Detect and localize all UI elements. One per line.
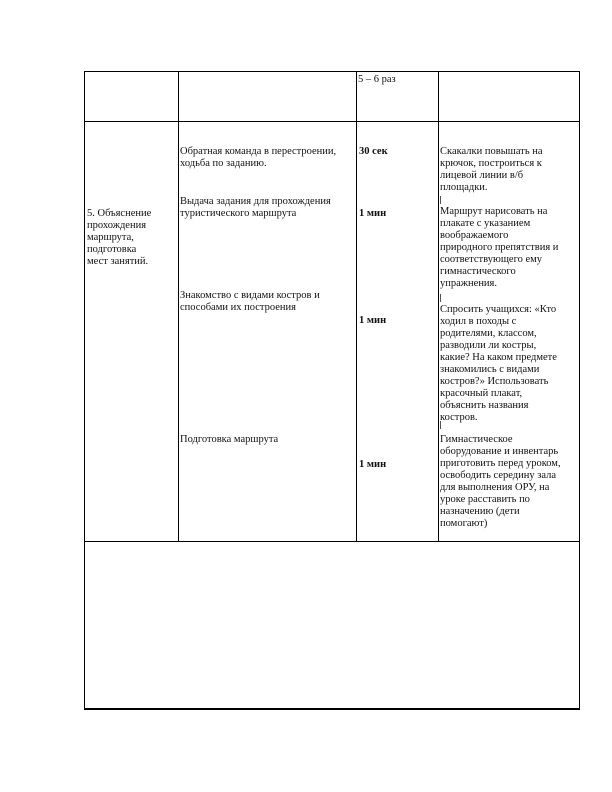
activity-content [180, 146, 336, 170]
table-border-right [579, 71, 580, 710]
section-label-line: 5. Объяснение [87, 208, 152, 219]
content-line: Подготовка маршрута [180, 434, 279, 445]
notes-line: костров?» Использовать [440, 376, 549, 387]
row1-dosage: 5 – 6 раз [358, 74, 396, 85]
section-label [87, 208, 151, 268]
notes-line: приготовить перед уроком, [440, 458, 561, 469]
notes-line: природного препятствия и [440, 242, 559, 253]
paragraph-marker [440, 196, 441, 204]
teacher-notes [440, 304, 557, 424]
notes-line: костров. [440, 412, 478, 423]
content-line: ходьба по заданию. [180, 158, 267, 169]
teacher-notes [440, 146, 543, 194]
teacher-notes [440, 206, 558, 290]
table-row-divider-2 [84, 541, 580, 542]
section-label-line: подготовка [87, 244, 137, 255]
notes-line: родителями, классом, [440, 328, 537, 339]
notes-line: назначению (дети [440, 506, 520, 517]
content-line: Знакомство с видами костров и [180, 290, 320, 301]
table-border-top [84, 71, 580, 72]
table-col-divider-3 [438, 71, 439, 542]
notes-line: площадки. [440, 182, 488, 193]
notes-line: ходил в походы с [440, 316, 517, 327]
content-line: Обратная команда в перестроении, [180, 146, 337, 157]
activity-content [180, 434, 278, 446]
notes-line: Маршрут нарисовать на [440, 206, 548, 217]
notes-line: соответствующего ему [440, 254, 543, 265]
notes-line: Спросить учащихся: «Кто [440, 304, 557, 315]
section-label-line: мест занятий. [87, 256, 149, 267]
notes-line: помогают) [440, 518, 488, 529]
activity-content [180, 290, 320, 314]
notes-line: объяснить названия [440, 400, 529, 411]
notes-line: знакомились с видами [440, 364, 540, 375]
section-label-line: маршрута, [87, 232, 134, 243]
notes-line: плакате с указанием [440, 218, 531, 229]
notes-line: освободить середину зала [440, 470, 557, 481]
dosage-value: 30 сек [359, 146, 388, 157]
table-border-left [84, 71, 85, 710]
content-line: способами их построения [180, 302, 296, 313]
notes-line: красочный плакат, [440, 388, 523, 399]
table-border-bottom [84, 708, 580, 710]
content-line: туристического маршрута [180, 208, 297, 219]
notes-line: упражнения. [440, 278, 498, 289]
dosage-value: 1 мин [359, 459, 387, 470]
table-col-divider-2 [356, 71, 357, 542]
dosage-value: 1 мин [359, 208, 387, 219]
notes-line: какие? На каком предмете [440, 352, 557, 363]
activity-content [180, 196, 331, 220]
notes-line: Скакалки повышать на [440, 146, 543, 157]
notes-line: воображаемого [440, 230, 509, 241]
notes-line: для выполнения ОРУ, на [440, 482, 550, 493]
notes-line: лицевой линии в/б [440, 170, 524, 181]
notes-line: уроке расставить по [440, 494, 530, 505]
notes-line: гимнастического [440, 266, 516, 277]
section-label-line: прохождения [87, 220, 147, 231]
notes-line: разводили ли костры, [440, 340, 537, 351]
notes-line: Гимнастическое [440, 434, 513, 445]
teacher-notes [440, 434, 561, 530]
notes-line: крючок, построиться к [440, 158, 542, 169]
content-line: Выдача задания для прохождения [180, 196, 331, 207]
notes-line: оборудование и инвентарь [440, 446, 559, 457]
table-col-divider-1 [178, 71, 179, 542]
table-row-divider-1 [84, 121, 580, 122]
paragraph-marker [440, 294, 441, 302]
dosage-value: 1 мин [359, 315, 387, 326]
